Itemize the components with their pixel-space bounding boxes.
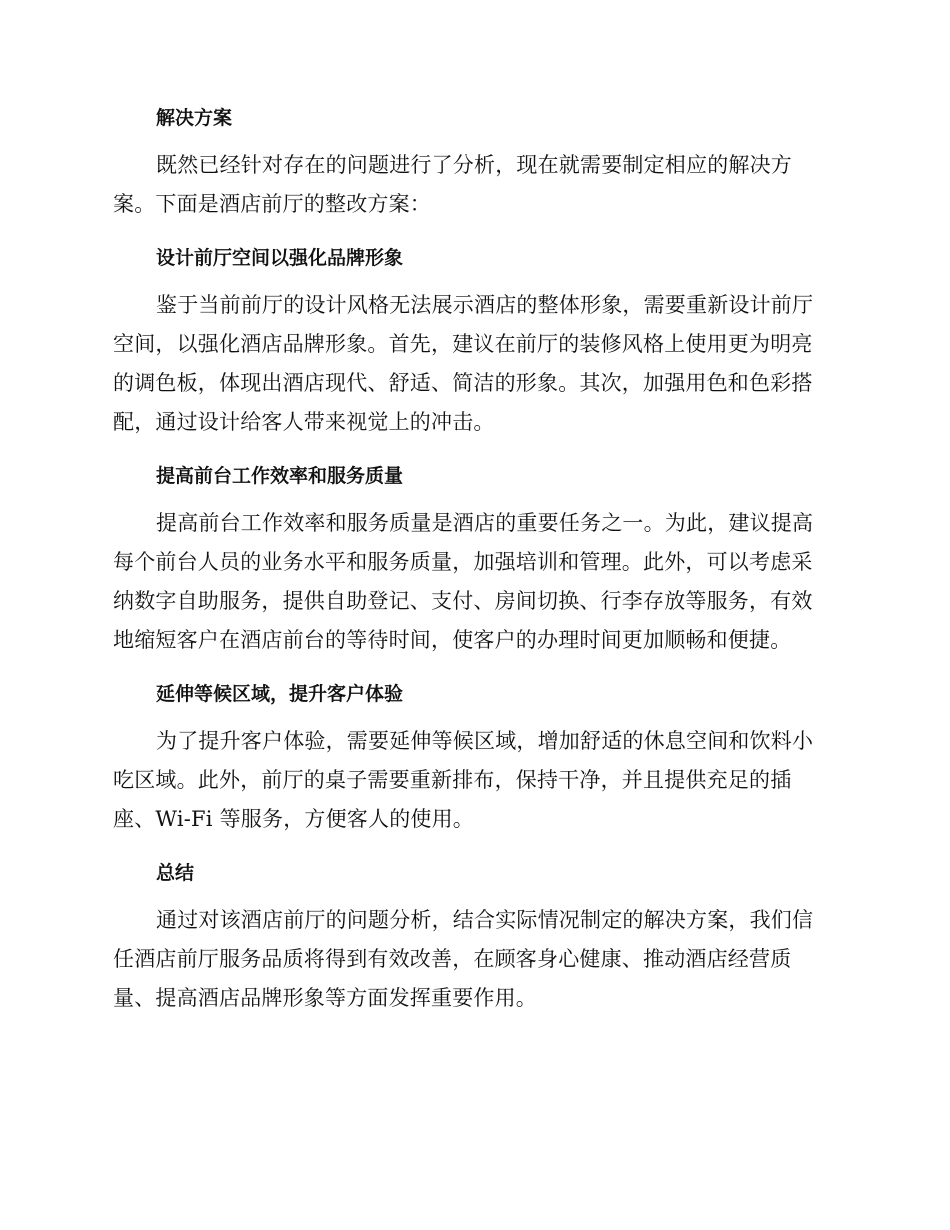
section-paragraph-summary: 通过对该酒店前厅的问题分析，结合实际情况制定的解决方案，我们信任酒店前厅服务品质将得到有效改善，在顾客身心健康、推动酒店经营质量、提高酒店品牌形象等方面发挥重要作用。	[113, 908, 814, 1010]
section-heading-brand-image: 设计前厅空间以强化品牌形象	[156, 247, 404, 269]
section-paragraph-front-desk-efficiency: 提高前台工作效率和服务质量是酒店的重要任务之一。为此，建议提高每个前台人员的业务水平和服务质量，加强培训和管理。此外，可以考虑采纳数字自助服务，提供自助登记、支付、房间切换、行李存放等服务，有效地缩短客户在酒店前台的等待时间，使客户的办理时间更加顺畅和便捷。	[113, 511, 814, 652]
section-paragraph-solution: 既然已经针对存在的问题进行了分析，现在就需要制定相应的解决方案。下面是酒店前厅的整改方案：	[113, 153, 792, 216]
section-paragraph-waiting-area: 为了提升客户体验，需要延伸等候区域，增加舒适的休息空间和饮料小吃区域。此外，前厅的桌子需要重新排布，保持干净，并且提供充足的插座、Wi-Fi 等服务，方便客人的使用。	[113, 729, 814, 831]
section-heading-solution: 解决方案	[156, 107, 233, 129]
section-heading-front-desk-efficiency: 提高前台工作效率和服务质量	[156, 465, 404, 487]
document-page	[113, 104, 831, 1018]
section-heading-waiting-area: 延伸等候区域，提升客户体验	[156, 683, 404, 705]
section-heading-summary: 总结	[156, 862, 195, 884]
section-paragraph-brand-image: 鉴于当前前厅的设计风格无法展示酒店的整体形象，需要重新设计前厅空间，以强化酒店品牌形象。首先，建议在前厅的装修风格上使用更为明亮的调色板，体现出酒店现代、舒适、简洁的形象。其次，加强用色和色彩搭配，通过设计给客人带来视觉上的冲击。	[113, 293, 814, 434]
